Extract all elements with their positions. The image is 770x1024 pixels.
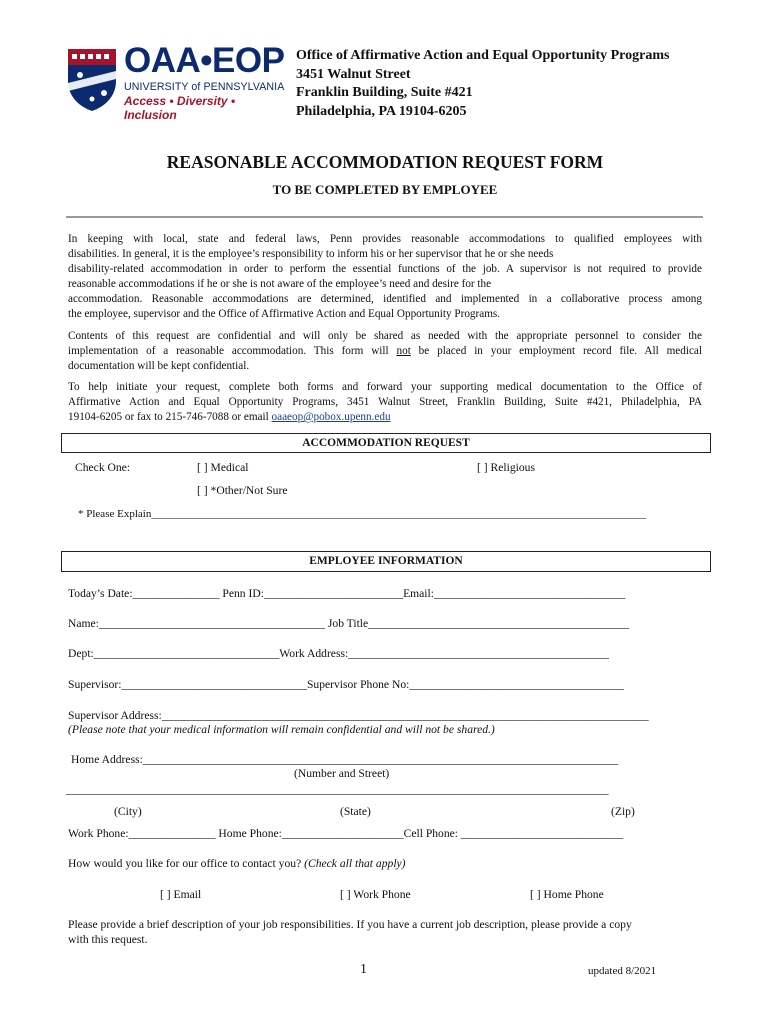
name-jobtitle-row[interactable]: Name:_______________________________________ Job Title_____________________________________________ [68,617,630,630]
explain-field[interactable]: * Please Explain__________________________________________________________________________________________ [78,508,647,520]
job-description-prompt: Please provide a brief description of your job responsibilities. If you have a current job description, please provide a copy [68,918,632,931]
intro-line: Affirmative Action and Equal Opportunity Programs, 3451 Walnut Street, Franklin Building, Suite #421, Philadelphia, PA [68,396,702,408]
zip-caption: (Zip) [611,805,635,818]
home-address-field[interactable]: Home Address:__________________________________________________________________________________ [71,753,619,766]
form-title: REASONABLE ACCOMMODATION REQUEST FORM [166,152,604,172]
phones-row[interactable]: Work Phone:_______________ Home Phone:_____________________Cell Phone: ____________________________ [68,827,624,840]
contact-hint: (Check all that apply) [304,857,406,870]
employee-heading: EMPLOYEE INFORMATION [309,555,463,567]
religious-checkbox[interactable]: [ ] Religious [477,461,535,474]
address-line-field[interactable]: _________________________________________________________________________________________________ [66,784,609,796]
address-line: Franklin Building, Suite #421 [296,85,473,101]
intro-paragraph-3 [68,380,702,425]
logo-university: UNIVERSITY of PENNSYLVANIA [124,81,285,93]
intro-line: the employee, supervisor and the Office of Affirmative Action and Equal Opportunity Programs. [68,308,501,320]
penn-shield-icon [66,47,118,113]
state-caption: (State) [340,805,371,818]
confidential-note: (Please note that your medical information will remain confidential and will not be shared.) [68,723,495,736]
accommodation-heading: ACCOMMODATION REQUEST [302,437,470,449]
intro-line: Contents of this request are confidential and will only be shared as needed with the appropriate personnel to consider the [68,330,702,342]
header-divider [66,216,703,218]
contact-question: How would you like for our office to contact you? (Check all that apply) [68,857,406,870]
form-subtitle: TO BE COMPLETED BY EMPLOYEE [272,182,498,197]
address-line: Office of Affirmative Action and Equal Opportunity Programs [296,48,670,63]
emphasis-not: not [396,345,411,357]
employee-section-header [61,551,711,572]
job-description-prompt: with this request. [68,933,148,946]
dept-workaddress-row[interactable]: Dept:________________________________Work Address:_____________________________________________ [68,647,610,660]
intro-paragraph-2 [68,329,702,374]
supervisor-address-field[interactable]: Supervisor Address:____________________________________________________________________________________ [68,709,649,722]
contact-homephone-checkbox[interactable]: [ ] Home Phone [530,888,604,901]
contact-email-checkbox[interactable]: [ ] Email [160,888,202,901]
email-link[interactable]: oaaeop@pobox.upenn.edu [271,411,391,423]
medical-checkbox[interactable]: [ ] Medical [197,461,249,474]
intro-line: 19104-6205 or fax to 215-746-7088 or email oaaeop@pobox.upenn.edu [68,411,391,423]
logo-tagline: Access • Diversity • Inclusion [124,94,236,122]
address-line: 3451 Walnut Street [296,66,411,82]
page-number: 1 [360,962,367,977]
other-checkbox[interactable]: [ ] *Other/Not Sure [197,484,288,497]
contact-workphone-checkbox[interactable]: [ ] Work Phone [340,888,411,901]
supervisor-row[interactable]: Supervisor:________________________________Supervisor Phone No:_____________________________________ [68,678,624,691]
date-id-email-row[interactable]: Today’s Date:_______________ Penn ID:________________________Email:_________________________________ [68,587,626,600]
city-caption: (City) [114,805,142,818]
intro-line: documentation will be kept confidential. [68,360,250,372]
number-street-caption: (Number and Street) [294,767,390,780]
intro-line: disabilities. In general, it is the employee’s responsibility to inform his or her supervisor that he or she needs [68,248,554,260]
oaa-eop-logo [66,41,288,122]
office-address [296,47,669,121]
check-one-label: Check One: [75,461,131,474]
intro-line: To help initiate your request, complete both forms and forward your supporting medical documentation to the Office of [68,381,702,393]
intro-line: accommodation. Reasonable accommodations are determined, identified and implemented in a collaborative process among [68,293,702,305]
intro-line: reasonable accommodations if he or she is not aware of the employee’s need and desire for the [68,278,492,290]
intro-paragraph-1 [68,232,702,322]
logo-acronym: OAA•EOP [124,41,285,80]
address-line: Philadelphia, PA 19104-6205 [296,103,467,119]
intro-line: In keeping with local, state and federal laws, Penn provides reasonable accommodations to qualified employees with [68,233,702,245]
intro-line: implementation of a reasonable accommodation. This form will not be placed in your employment record file. All medical [68,345,703,357]
updated-date: updated 8/2021 [588,965,657,977]
accommodation-section-header [61,433,711,453]
intro-line: disability-related accommodation in order to perform the essential functions of the job. A supervisor is not required to provide [68,263,702,275]
